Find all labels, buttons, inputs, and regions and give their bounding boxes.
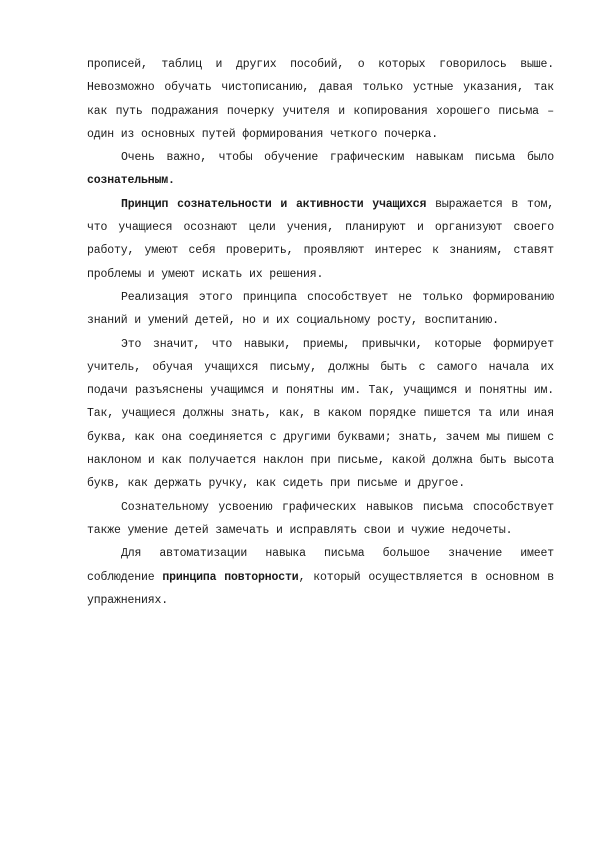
paragraph-4 xyxy=(87,286,554,333)
paragraph-1-text: прописей, таблиц и других пособий, о которых говорилось выше. Невозможно обучать чистописанию, давая только устные указания, так как путь подражания почерку учителя и копирования хорошего письма – один из основных путей формирования четкого почерка. xyxy=(87,58,554,141)
paragraph-2 xyxy=(87,146,554,193)
paragraph-7-text-end: , который осуществляется в основном в упражнениях. xyxy=(87,570,555,607)
paragraph-7 xyxy=(87,542,554,612)
paragraph-3-text: выражается в том, что учащиеся осознают цели учения, планируют и организуют своего работу, умеют себя проверить, проявляют интерес к знаниям, ставят проблемы и умеют искать их решения. xyxy=(87,197,554,281)
paragraph-7-emphasis: принципа повторности xyxy=(162,570,299,584)
paragraph-1 xyxy=(87,53,554,146)
paragraph-6 xyxy=(87,496,554,543)
paragraph-6-text: Сознательному усвоению графических навыков письма способствует также умение детей замечать и исправлять свои и чужие недочеты. xyxy=(87,500,554,537)
paragraph-5-text: Это значит, что навыки, приемы, привычки, которые формирует учитель, обучая учащихся письму, должны быть с самого начала их подачи разъяснены учащимся и понятны им. Так, учащимся и понятны им. Так, учащиеся должны знать, как, в каком порядке пишется та или иная буква, как она соединяется с другими буквами; знать, зачем мы пишем с наклоном и как получается наклон при письме, какой должна быть высота букв, как держать ручку, как сидеть при письме и другое. xyxy=(87,337,554,491)
paragraph-7-text-start: Для автоматизации навыка письма большое значение имеет соблюдение xyxy=(87,547,554,584)
paragraph-5 xyxy=(87,333,554,496)
paragraph-3 xyxy=(87,193,554,286)
document-page xyxy=(87,53,554,612)
paragraph-3-emphasis: Принцип сознательности и активности учащихся xyxy=(121,197,427,211)
paragraph-4-text: Реализация этого принципа способствует не только формированию знаний и умений детей, но и их социальному росту, воспитанию. xyxy=(87,290,554,328)
paragraph-2-emphasis: сознательным. xyxy=(87,174,175,188)
paragraph-2-text: Очень важно, чтобы обучение графическим навыкам письма было xyxy=(121,151,554,165)
